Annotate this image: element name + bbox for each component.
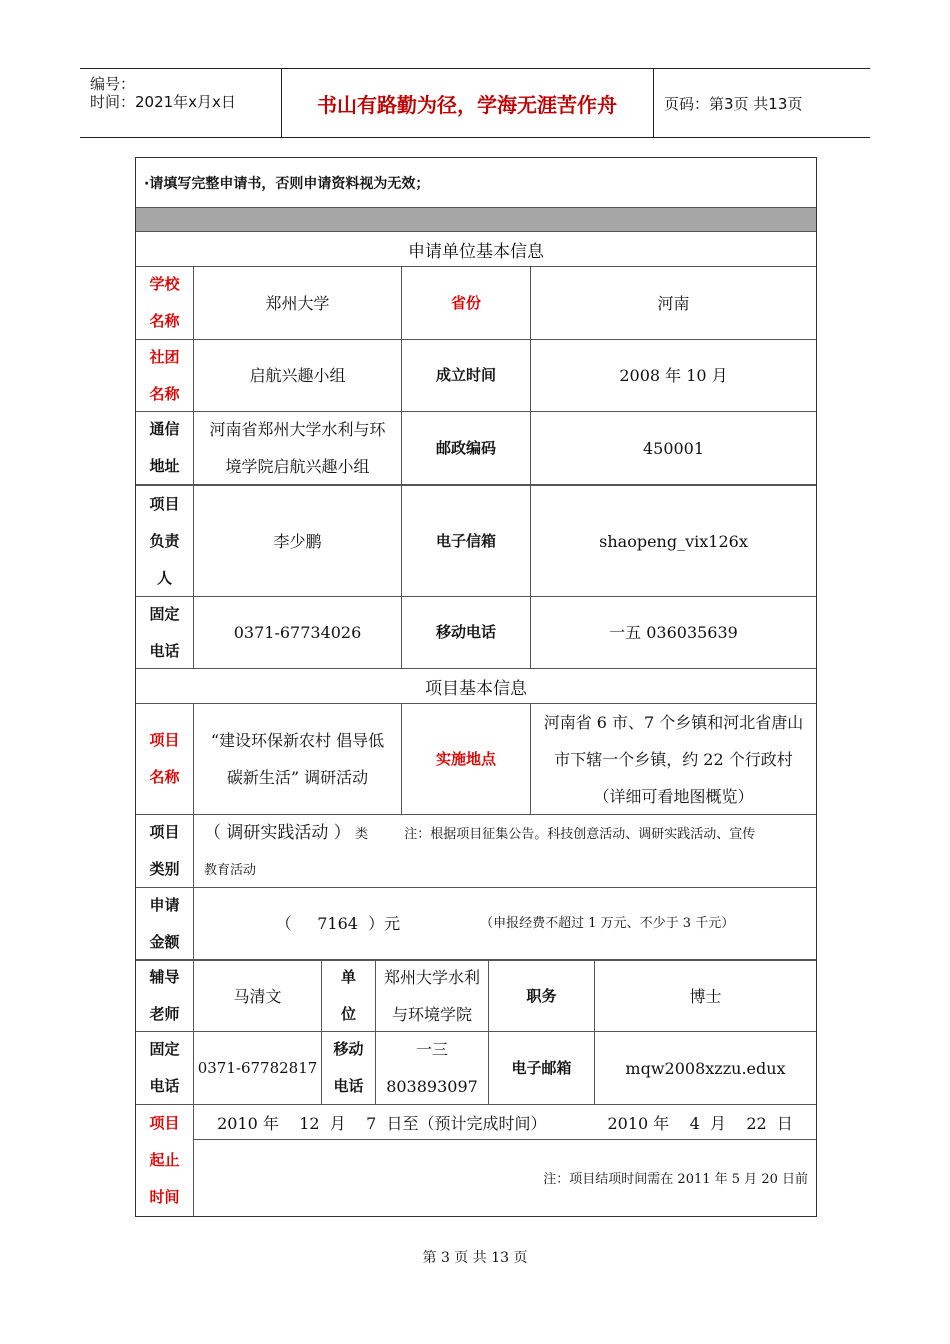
period-label: 项目 起止 时间 [136,1105,194,1216]
phone-value[interactable]: 0371-67734026 [194,597,402,668]
advisor-row [136,961,816,1032]
project-name-row [136,704,816,815]
project-info-header [136,669,816,704]
location-value[interactable]: 河南省 6 市、7 个乡镇和河北省唐山 市下辖一个乡镇，约 22 个行政村 （详细可看地图概览） [543,712,804,806]
project-name-value[interactable]: “建设环保新农村 倡导低 碳新生活” 调研活动 [194,704,402,814]
advisor-unit-label: 单 位 [322,961,376,1031]
postcode-value[interactable]: 450001 [642,438,705,458]
founded-label: 成立时间 [402,340,531,411]
advisor-title[interactable]: 博士 [689,986,722,1006]
province-label: 省份 [402,267,531,339]
founded-value[interactable]: 2008 年 10 月 [619,366,728,385]
postcode-label: 邮政编码 [402,412,531,484]
category-label: 项目 类别 [136,815,194,887]
advisor-phone-label: 固定 电话 [136,1032,194,1104]
time-label: 时间：2021年x月x日 [90,93,236,111]
school-value[interactable]: 郑州大学 [194,267,402,339]
motto: 书山有路勤为径，学海无涯苦作舟 [281,69,654,137]
province-value[interactable]: 河南 [657,293,690,313]
amount-row [136,888,816,961]
amount-note: （申报经费不超过 1 万元、不少于 3 千元） [480,916,735,931]
grey-band [136,208,816,232]
page-footer: 第 3 页 共 13 页 [422,1250,528,1266]
number-label: 编号： [90,75,136,93]
page-info: 页码：第3页 共13页 [664,94,803,113]
advisor-email[interactable]: mqw2008xzzu.edux [625,1058,786,1078]
period-note: 注：项目结项时间需在 2011 年 5 月 20 日前 [543,1172,808,1187]
advisor-phone[interactable]: 0371-67782817 [194,1032,322,1104]
category-note: 注：根据项目征集公告。科技创意活动、调研实践活动、宣传 [404,827,756,842]
notice-row [136,158,816,208]
category-row [136,815,816,888]
address-row [136,412,816,486]
advisor-email-label: 电子邮箱 [489,1032,595,1104]
advisor-label: 辅导 老师 [136,961,194,1031]
category-suffix: 类 [354,827,368,842]
club-value[interactable]: 启航兴趣小组 [194,340,402,411]
leader-row [136,486,816,597]
address-value[interactable]: 河南省郑州大学水利与环 境学院启航兴趣小组 [194,412,402,484]
location-label: 实施地点 [402,704,531,814]
period-row [136,1105,816,1216]
school-row [136,267,816,340]
leader-label: 项目 负责 人 [136,486,194,596]
club-label: 社团 名称 [136,340,194,411]
mobile-label: 移动电话 [402,597,531,668]
email-value[interactable]: shaopeng_vix126x [599,531,748,551]
phone-label: 固定 电话 [136,597,194,668]
page-header [80,68,870,138]
phone-row [136,597,816,669]
address-label: 通信 地址 [136,412,194,484]
header-meta [80,69,282,137]
advisor-mobile[interactable]: 一三 803893097 [376,1032,489,1104]
advisor-mobile-label: 移动 电话 [322,1032,376,1104]
club-row [136,340,816,412]
application-form [135,157,817,1217]
category-content[interactable] [204,815,810,887]
project-name-label: 项目 名称 [136,704,194,814]
unit-info-title: 申请单位基本信息 [408,241,544,262]
leader-value[interactable]: 李少鹏 [194,486,402,596]
advisor-unit[interactable]: 郑州大学水利 与环境学院 [376,961,489,1031]
school-label: 学校 名称 [136,267,194,339]
unit-info-header [136,232,816,267]
amount-value: （ 7164 ）元 [275,914,401,933]
project-info-title: 项目基本信息 [425,678,527,699]
notice-text: ·请填写完整申请书，否则申请资料视为无效； [144,175,430,192]
email-label: 电子信箱 [402,486,531,596]
advisor-name[interactable]: 马清文 [194,961,322,1031]
amount-content[interactable] [194,888,816,959]
category-value: （ 调研实践活动 ） [204,823,351,843]
category-note-2: 教育活动 [204,863,257,878]
amount-label: 申请 金额 [136,888,194,959]
advisor-title-label: 职务 [489,961,595,1031]
period-dates[interactable]: 2010 年 12 月 7 日至（预计完成时间） 2010 年 4 月 22 日 [194,1105,816,1140]
mobile-value[interactable]: 一五 036035639 [609,623,738,642]
advisor-phone-row [136,1032,816,1105]
